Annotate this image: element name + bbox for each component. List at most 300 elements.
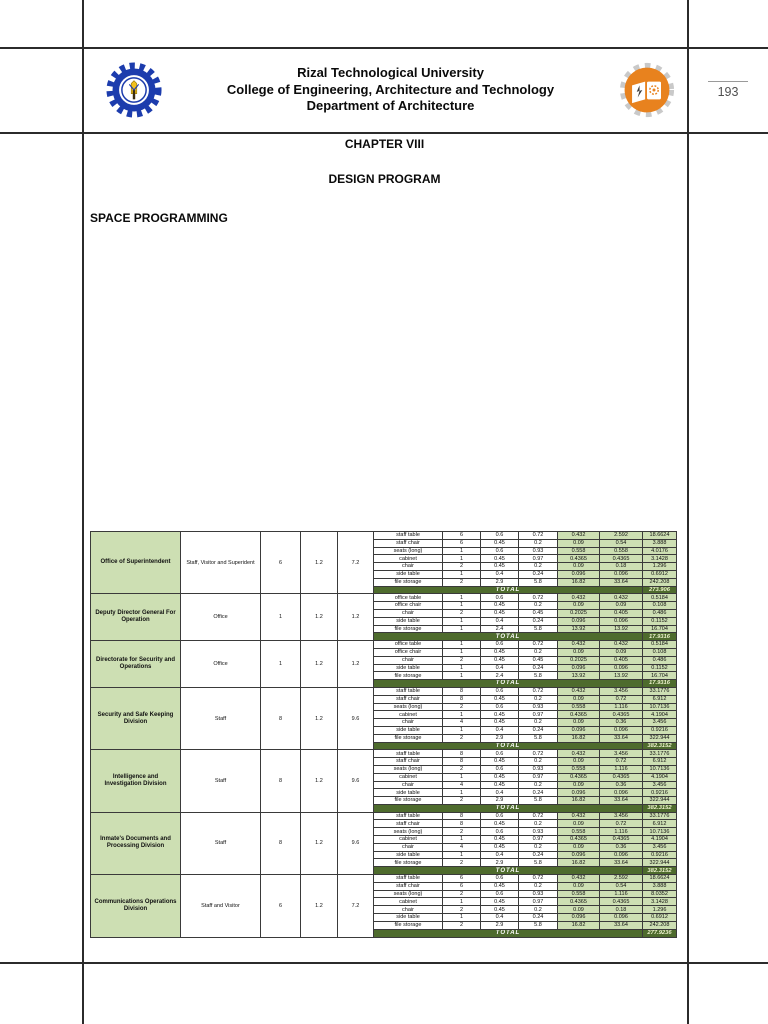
item-length-cell: 0.2 — [519, 648, 558, 656]
item-qty-cell: 2 — [443, 563, 481, 571]
item-length-cell: 0.97 — [519, 711, 558, 719]
item-total-area-cell: 33.64 — [600, 734, 643, 742]
group-total-area-cell: 9.6 — [338, 687, 374, 749]
item-name-cell: staff chair — [374, 695, 443, 703]
item-grand-area-cell: 3.888 — [643, 539, 677, 547]
item-width-cell: 0.45 — [481, 820, 519, 828]
item-width-cell: 0.6 — [481, 547, 519, 555]
item-length-cell: 0.2 — [519, 843, 558, 851]
item-grand-area-cell: 16.704 — [643, 625, 677, 633]
item-length-cell: 0.45 — [519, 609, 558, 617]
item-length-cell: 0.24 — [519, 914, 558, 922]
item-total-area-cell: 0.4365 — [600, 836, 643, 844]
item-total-area-cell: 0.096 — [600, 726, 643, 734]
group-name-cell: Security and Safe Keeping Division — [91, 687, 181, 749]
item-width-cell: 0.6 — [481, 703, 519, 711]
item-total-area-cell: 0.405 — [600, 609, 643, 617]
item-name-cell: chair — [374, 719, 443, 727]
item-qty-cell: 1 — [443, 711, 481, 719]
item-area-cell: 0.09 — [558, 781, 600, 789]
item-length-cell: 5.8 — [519, 797, 558, 805]
total-value-cell: 17.9316 — [643, 680, 677, 688]
item-area-cell: 0.09 — [558, 906, 600, 914]
item-grand-area-cell: 3.1428 — [643, 555, 677, 563]
item-name-cell: chair — [374, 609, 443, 617]
item-grand-area-cell: 0.9216 — [643, 851, 677, 859]
item-qty-cell: 8 — [443, 695, 481, 703]
item-length-cell: 0.2 — [519, 539, 558, 547]
item-qty-cell: 4 — [443, 781, 481, 789]
item-length-cell: 0.24 — [519, 570, 558, 578]
item-qty-cell: 2 — [443, 609, 481, 617]
item-qty-cell: 1 — [443, 594, 481, 602]
item-grand-area-cell: 6.912 — [643, 758, 677, 766]
item-qty-cell: 1 — [443, 672, 481, 680]
group-unit-area-cell: 1.2 — [301, 641, 338, 688]
item-name-cell: file storage — [374, 625, 443, 633]
item-qty-cell: 2 — [443, 906, 481, 914]
item-length-cell: 0.2 — [519, 820, 558, 828]
item-width-cell: 0.45 — [481, 906, 519, 914]
item-area-cell: 0.096 — [558, 789, 600, 797]
item-grand-area-cell: 8.0352 — [643, 890, 677, 898]
item-total-area-cell: 33.64 — [600, 859, 643, 867]
item-qty-cell: 8 — [443, 820, 481, 828]
item-qty-cell: 1 — [443, 555, 481, 563]
item-area-cell: 0.09 — [558, 820, 600, 828]
item-name-cell: cabinet — [374, 773, 443, 781]
item-qty-cell: 2 — [443, 765, 481, 773]
item-grand-area-cell: 4.0176 — [643, 547, 677, 555]
item-area-cell: 0.096 — [558, 726, 600, 734]
item-width-cell: 2.9 — [481, 859, 519, 867]
item-name-cell: office table — [374, 641, 443, 649]
item-name-cell: cabinet — [374, 836, 443, 844]
group-name-cell: Communications Operations Division — [91, 875, 181, 938]
group-users-cell: Staff — [181, 812, 261, 874]
item-row — [91, 812, 677, 820]
group-total-area-cell: 9.6 — [338, 812, 374, 874]
group-name-cell: Intelligence and Investigation Division — [91, 750, 181, 812]
item-width-cell: 0.45 — [481, 882, 519, 890]
item-width-cell: 0.6 — [481, 765, 519, 773]
group-users-cell: Staff — [181, 687, 261, 749]
item-name-cell: file storage — [374, 672, 443, 680]
group-qty-cell: 8 — [261, 750, 301, 812]
item-grand-area-cell: 6.912 — [643, 820, 677, 828]
item-width-cell: 2.4 — [481, 672, 519, 680]
section-heading: SPACE PROGRAMMING — [90, 211, 228, 225]
group-qty-cell: 8 — [261, 687, 301, 749]
item-area-cell: 13.92 — [558, 625, 600, 633]
item-grand-area-cell: 0.1152 — [643, 617, 677, 625]
item-grand-area-cell: 322.944 — [643, 734, 677, 742]
item-total-area-cell: 13.92 — [600, 672, 643, 680]
item-total-area-cell: 0.4365 — [600, 555, 643, 563]
item-area-cell: 16.82 — [558, 859, 600, 867]
total-value-cell: 382.3152 — [643, 742, 677, 750]
item-total-area-cell: 0.096 — [600, 851, 643, 859]
item-length-cell: 0.2 — [519, 906, 558, 914]
item-grand-area-cell: 4.1904 — [643, 836, 677, 844]
item-grand-area-cell: 0.6912 — [643, 570, 677, 578]
item-area-cell: 0.09 — [558, 719, 600, 727]
item-length-cell: 5.8 — [519, 578, 558, 586]
item-total-area-cell: 0.096 — [600, 617, 643, 625]
item-total-area-cell: 0.432 — [600, 641, 643, 649]
item-name-cell: staff chair — [374, 820, 443, 828]
item-grand-area-cell: 242.208 — [643, 578, 677, 586]
group-users-cell: Staff and Visitor — [181, 875, 261, 938]
item-length-cell: 0.2 — [519, 695, 558, 703]
item-name-cell: side table — [374, 617, 443, 625]
item-length-cell: 5.8 — [519, 859, 558, 867]
item-width-cell: 2.9 — [481, 578, 519, 586]
item-width-cell: 0.45 — [481, 539, 519, 547]
item-qty-cell: 6 — [443, 882, 481, 890]
item-qty-cell: 1 — [443, 641, 481, 649]
university-name: Rizal Technological University — [297, 64, 484, 80]
item-width-cell: 0.45 — [481, 602, 519, 610]
item-total-area-cell: 0.18 — [600, 563, 643, 571]
item-name-cell: office chair — [374, 648, 443, 656]
item-qty-cell: 1 — [443, 570, 481, 578]
item-area-cell: 0.096 — [558, 617, 600, 625]
item-name-cell: staff table — [374, 750, 443, 758]
item-grand-area-cell: 1.296 — [643, 563, 677, 571]
total-value-cell: 273.906 — [643, 586, 677, 594]
item-name-cell: chair — [374, 843, 443, 851]
item-row — [91, 594, 677, 602]
item-length-cell: 0.97 — [519, 555, 558, 563]
item-grand-area-cell: 3.1428 — [643, 898, 677, 906]
item-area-cell: 0.558 — [558, 547, 600, 555]
item-total-area-cell: 1.116 — [600, 703, 643, 711]
total-label-cell: TOTAL — [374, 804, 643, 812]
item-grand-area-cell: 3.888 — [643, 882, 677, 890]
item-grand-area-cell: 16.704 — [643, 672, 677, 680]
item-grand-area-cell: 0.9216 — [643, 789, 677, 797]
group-qty-cell: 1 — [261, 641, 301, 688]
group-name-cell: Office of Superintendent — [91, 532, 181, 594]
item-grand-area-cell: 3.456 — [643, 719, 677, 727]
item-qty-cell: 6 — [443, 539, 481, 547]
total-label-cell: TOTAL — [374, 929, 643, 937]
item-width-cell: 0.6 — [481, 890, 519, 898]
item-name-cell: cabinet — [374, 898, 443, 906]
item-area-cell: 16.82 — [558, 734, 600, 742]
page-number-cell — [688, 48, 768, 132]
item-grand-area-cell: 322.944 — [643, 859, 677, 867]
college-name: College of Engineering, Architecture and Technology — [226, 81, 555, 97]
item-area-cell: 0.432 — [558, 641, 600, 649]
item-name-cell: seats (long) — [374, 890, 443, 898]
rtu-seal-icon — [106, 62, 162, 118]
item-length-cell: 0.24 — [519, 726, 558, 734]
item-length-cell: 0.93 — [519, 890, 558, 898]
item-width-cell: 0.4 — [481, 851, 519, 859]
item-name-cell: chair — [374, 781, 443, 789]
item-width-cell: 0.45 — [481, 773, 519, 781]
item-total-area-cell: 1.116 — [600, 828, 643, 836]
item-width-cell: 2.9 — [481, 734, 519, 742]
group-total-area-cell: 1.2 — [338, 641, 374, 688]
item-length-cell: 0.72 — [519, 812, 558, 820]
item-length-cell: 0.2 — [519, 602, 558, 610]
item-qty-cell: 2 — [443, 656, 481, 664]
item-grand-area-cell: 0.6912 — [643, 914, 677, 922]
item-qty-cell: 8 — [443, 758, 481, 766]
item-width-cell: 0.6 — [481, 641, 519, 649]
item-name-cell: cabinet — [374, 555, 443, 563]
item-width-cell: 0.6 — [481, 750, 519, 758]
page-number: 193 — [708, 81, 749, 99]
item-name-cell: file storage — [374, 921, 443, 929]
item-grand-area-cell: 4.1904 — [643, 711, 677, 719]
space-programming-table — [90, 531, 676, 938]
item-name-cell: side table — [374, 851, 443, 859]
item-total-area-cell: 1.116 — [600, 890, 643, 898]
item-total-area-cell: 0.096 — [600, 570, 643, 578]
item-area-cell: 0.09 — [558, 563, 600, 571]
item-name-cell: staff chair — [374, 539, 443, 547]
item-area-cell: 16.82 — [558, 921, 600, 929]
item-width-cell: 0.45 — [481, 609, 519, 617]
item-length-cell: 0.2 — [519, 882, 558, 890]
header-title-block — [162, 65, 619, 116]
item-row — [91, 532, 677, 540]
item-name-cell: staff table — [374, 687, 443, 695]
item-name-cell: seats (long) — [374, 703, 443, 711]
item-grand-area-cell: 18.6624 — [643, 875, 677, 883]
item-length-cell: 5.8 — [519, 625, 558, 633]
group-total-area-cell: 1.2 — [338, 594, 374, 641]
item-width-cell: 0.4 — [481, 570, 519, 578]
item-area-cell: 16.82 — [558, 797, 600, 805]
item-qty-cell: 1 — [443, 617, 481, 625]
item-width-cell: 0.45 — [481, 555, 519, 563]
item-qty-cell: 4 — [443, 843, 481, 851]
group-unit-area-cell: 1.2 — [301, 594, 338, 641]
program-heading: DESIGN PROGRAM — [328, 172, 441, 186]
item-area-cell: 0.096 — [558, 851, 600, 859]
item-area-cell: 0.432 — [558, 532, 600, 540]
item-width-cell: 0.6 — [481, 532, 519, 540]
item-name-cell: seats (long) — [374, 547, 443, 555]
item-total-area-cell: 0.432 — [600, 594, 643, 602]
group-name-cell: Directorate for Security and Operations — [91, 641, 181, 688]
item-length-cell: 5.8 — [519, 672, 558, 680]
item-name-cell: staff chair — [374, 758, 443, 766]
page-frame-horizontal-bottom — [0, 962, 768, 964]
item-name-cell: seats (long) — [374, 828, 443, 836]
item-row — [91, 641, 677, 649]
item-grand-area-cell: 1.296 — [643, 906, 677, 914]
item-area-cell: 0.09 — [558, 648, 600, 656]
item-grand-area-cell: 3.456 — [643, 781, 677, 789]
group-users-cell: Office — [181, 641, 261, 688]
item-qty-cell: 8 — [443, 750, 481, 758]
item-total-area-cell: 33.64 — [600, 921, 643, 929]
item-area-cell: 0.096 — [558, 914, 600, 922]
total-label-cell: TOTAL — [374, 680, 643, 688]
item-length-cell: 0.72 — [519, 594, 558, 602]
item-length-cell: 0.97 — [519, 898, 558, 906]
item-name-cell: side table — [374, 726, 443, 734]
chapter-heading: CHAPTER VIII — [344, 137, 425, 151]
item-total-area-cell: 0.54 — [600, 539, 643, 547]
item-qty-cell: 1 — [443, 789, 481, 797]
group-unit-area-cell: 1.2 — [301, 687, 338, 749]
item-name-cell: file storage — [374, 578, 443, 586]
item-width-cell: 0.4 — [481, 617, 519, 625]
item-length-cell: 0.24 — [519, 664, 558, 672]
item-total-area-cell: 0.36 — [600, 843, 643, 851]
item-area-cell: 0.09 — [558, 758, 600, 766]
group-qty-cell: 6 — [261, 875, 301, 938]
item-area-cell: 0.432 — [558, 750, 600, 758]
item-total-area-cell: 3.456 — [600, 750, 643, 758]
item-grand-area-cell: 0.1152 — [643, 664, 677, 672]
item-qty-cell: 2 — [443, 890, 481, 898]
space-programming-table-grid — [90, 531, 677, 938]
item-qty-cell: 1 — [443, 625, 481, 633]
item-area-cell: 0.4365 — [558, 836, 600, 844]
item-length-cell: 5.8 — [519, 734, 558, 742]
item-grand-area-cell: 33.1776 — [643, 687, 677, 695]
item-area-cell: 0.09 — [558, 602, 600, 610]
item-area-cell: 0.09 — [558, 882, 600, 890]
page-frame-vertical-left — [82, 0, 84, 1024]
item-grand-area-cell: 0.486 — [643, 656, 677, 664]
item-area-cell: 0.096 — [558, 664, 600, 672]
group-users-cell: Office — [181, 594, 261, 641]
item-area-cell: 0.09 — [558, 843, 600, 851]
item-name-cell: office chair — [374, 602, 443, 610]
item-qty-cell: 1 — [443, 836, 481, 844]
item-name-cell: side table — [374, 664, 443, 672]
item-width-cell: 0.4 — [481, 664, 519, 672]
item-area-cell: 0.558 — [558, 765, 600, 773]
item-width-cell: 0.6 — [481, 828, 519, 836]
item-qty-cell: 1 — [443, 726, 481, 734]
item-grand-area-cell: 242.208 — [643, 921, 677, 929]
item-width-cell: 0.45 — [481, 719, 519, 727]
group-unit-area-cell: 1.2 — [301, 750, 338, 812]
item-total-area-cell: 0.72 — [600, 820, 643, 828]
item-total-area-cell: 0.558 — [600, 547, 643, 555]
item-name-cell: seats (long) — [374, 765, 443, 773]
item-width-cell: 0.45 — [481, 898, 519, 906]
item-length-cell: 0.24 — [519, 617, 558, 625]
item-width-cell: 2.9 — [481, 797, 519, 805]
item-total-area-cell: 0.4365 — [600, 898, 643, 906]
item-length-cell: 0.2 — [519, 758, 558, 766]
item-qty-cell: 1 — [443, 648, 481, 656]
item-total-area-cell: 0.36 — [600, 719, 643, 727]
item-length-cell: 0.72 — [519, 641, 558, 649]
item-area-cell: 0.2025 — [558, 656, 600, 664]
item-total-area-cell: 0.36 — [600, 781, 643, 789]
item-area-cell: 0.4365 — [558, 711, 600, 719]
item-total-area-cell: 13.92 — [600, 625, 643, 633]
item-qty-cell: 2 — [443, 859, 481, 867]
item-grand-area-cell: 0.486 — [643, 609, 677, 617]
item-width-cell: 0.45 — [481, 836, 519, 844]
item-total-area-cell: 0.09 — [600, 602, 643, 610]
item-name-cell: side table — [374, 570, 443, 578]
item-name-cell: staff table — [374, 812, 443, 820]
total-label-cell: TOTAL — [374, 586, 643, 594]
item-qty-cell: 4 — [443, 719, 481, 727]
item-width-cell: 0.6 — [481, 687, 519, 695]
item-name-cell: side table — [374, 789, 443, 797]
item-width-cell: 0.6 — [481, 594, 519, 602]
item-area-cell: 0.432 — [558, 812, 600, 820]
total-label-cell: TOTAL — [374, 742, 643, 750]
item-name-cell: office table — [374, 594, 443, 602]
item-length-cell: 0.93 — [519, 703, 558, 711]
item-qty-cell: 8 — [443, 812, 481, 820]
group-users-cell: Staff — [181, 750, 261, 812]
item-row — [91, 875, 677, 883]
item-area-cell: 0.09 — [558, 695, 600, 703]
item-grand-area-cell: 6.912 — [643, 695, 677, 703]
group-total-area-cell: 7.2 — [338, 532, 374, 594]
item-area-cell: 13.92 — [558, 672, 600, 680]
item-width-cell: 0.45 — [481, 656, 519, 664]
total-value-cell: 17.9316 — [643, 633, 677, 641]
item-width-cell: 0.45 — [481, 563, 519, 571]
item-qty-cell: 2 — [443, 703, 481, 711]
item-total-area-cell: 0.18 — [600, 906, 643, 914]
item-length-cell: 0.93 — [519, 547, 558, 555]
group-unit-area-cell: 1.2 — [301, 875, 338, 938]
item-name-cell: staff table — [374, 532, 443, 540]
item-area-cell: 0.432 — [558, 875, 600, 883]
group-qty-cell: 1 — [261, 594, 301, 641]
item-area-cell: 0.432 — [558, 687, 600, 695]
item-grand-area-cell: 0.5184 — [643, 594, 677, 602]
item-qty-cell: 1 — [443, 914, 481, 922]
item-qty-cell: 1 — [443, 851, 481, 859]
item-name-cell: staff chair — [374, 882, 443, 890]
item-grand-area-cell: 4.1904 — [643, 773, 677, 781]
item-length-cell: 0.97 — [519, 773, 558, 781]
group-unit-area-cell: 1.2 — [301, 532, 338, 594]
item-total-area-cell: 3.456 — [600, 812, 643, 820]
item-name-cell: cabinet — [374, 711, 443, 719]
item-grand-area-cell: 10.7136 — [643, 828, 677, 836]
item-total-area-cell: 2.592 — [600, 532, 643, 540]
group-name-cell: Inmate's Documents and Processing Division — [91, 812, 181, 874]
item-total-area-cell: 0.72 — [600, 758, 643, 766]
item-row — [91, 750, 677, 758]
item-total-area-cell: 33.64 — [600, 797, 643, 805]
item-qty-cell: 2 — [443, 797, 481, 805]
item-name-cell: chair — [374, 656, 443, 664]
group-total-area-cell: 9.6 — [338, 750, 374, 812]
item-total-area-cell: 0.096 — [600, 664, 643, 672]
item-grand-area-cell: 10.7136 — [643, 703, 677, 711]
item-grand-area-cell: 0.108 — [643, 602, 677, 610]
item-area-cell: 0.432 — [558, 594, 600, 602]
item-total-area-cell: 0.09 — [600, 648, 643, 656]
item-total-area-cell: 0.54 — [600, 882, 643, 890]
item-total-area-cell: 0.096 — [600, 789, 643, 797]
item-name-cell: file storage — [374, 797, 443, 805]
item-length-cell: 5.8 — [519, 921, 558, 929]
